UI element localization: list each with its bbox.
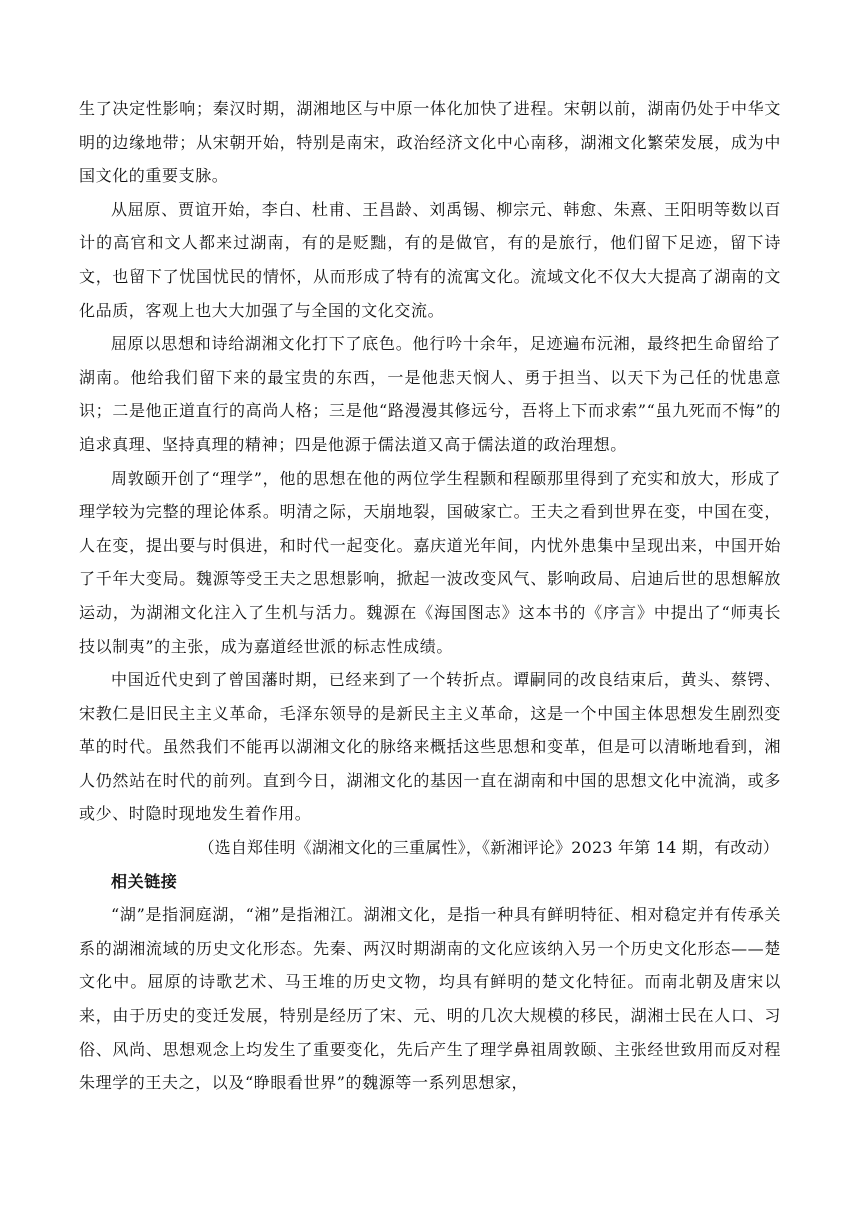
paragraph-continuation: 生了决定性影响；秦汉时期，湖湘地区与中原一体化加快了进程。宋朝以前，湖南仍处于中华文明的边缘地带；从宋朝开始，特别是南宋，政治经济文化中心南移，湖湘文化繁荣发展，成为中国文化的重要支脉。 bbox=[79, 99, 781, 186]
paragraph-neo-confucianism: 周敦颐开创了“理学”，他的思想在他的两位学生程颢和程颐那里得到了充实和放大，形成了理学较为完整的理论体系。明清之际，天崩地裂，国破家亡。王夫之看到世界在变，中国在变，人在变，提出要与时俱进，和时代一起变化。嘉庆道光年间，内忧外患集中呈现出来，中国开始了千年大变局。魏源等受王夫之思想影响，掀起一波改变风气、影响政局、启迪后世的思想解放运动，为湖湘文化注入了生机与活力。魏源在《海国图志》这本书的《序言》中提出了“师夷长技以制夷”的主张，成为嘉道经世派的标志性成绩。 bbox=[79, 468, 781, 656]
related-link-paragraph: “湖”是指洞庭湖，“湘”是指湘江。湖湘文化，是指一种具有鲜明特征、相对稳定并有传承关系的湖湘流域的历史文化形态。先秦、两汉时期湖南的文化应该纳入另一个历史文化形态——楚文化中。屈原的诗歌艺术、马王堆的历史文物，均具有鲜明的楚文化特征。而南北朝及唐宋以来，由于历史的变迁发展，特别是经历了宋、元、明的几次大规模的移民，湖湘士民在人口、习俗、风尚、思想观念上均发生了重要变化，先后产生了理学鼻祖周敦颐、主张经世致用而反对程朱理学的王夫之，以及“睁眼看世界”的魏源等一系列思想家， bbox=[79, 905, 781, 1093]
related-link-heading: 相关链接 bbox=[111, 871, 178, 891]
paragraph-exiles: 从屈原、贾谊开始，李白、杜甫、王昌龄、刘禹锡、柳宗元、韩愈、朱熹、王阳明等数以百计的高官和文人都来过湖南，有的是贬黜，有的是做官，有的是旅行，他们留下足迹，留下诗文，也留下了忧国忧民的情怀，从而形成了特有的流寓文化。流域文化不仅大大提高了湖南的文化品质，客观上也大大加强了与全国的文化交流。 bbox=[79, 199, 781, 320]
paragraph-qu-yuan: 屈原以思想和诗给湖湘文化打下了底色。他行吟十余年，足迹遍布沅湘，最终把生命留给了湖南。他给我们留下来的最宝贵的东西，一是他悲天悯人、勇于担当、以天下为己任的忧患意识；二是他正道直行的高尚人格；三是他“路漫漫其修远兮，吾将上下而求索”“虽九死而不悔”的追求真理、坚持真理的精神；四是他源于儒法道又高于儒法道的政治理想。 bbox=[79, 334, 781, 454]
source-citation: （选自郑佳明《湖湘文化的三重属性》，《新湘评论》2023 年第 14 期，有改动） bbox=[198, 838, 779, 858]
paragraph-modern-history: 中国近代史到了曾国藩时期，已经来到了一个转折点。谭嗣同的改良结束后，黄头、蔡锷、宋教仁是旧民主主义革命，毛泽东领导的是新民主主义革命，这是一个中国主体思想发生剧烈变革的时代。虽然我们不能再以湖湘文化的脉络来概括这些思想和变革，但是可以清晰地看到，湘人仍然站在时代的前列。直到今日，湖湘文化的基因一直在湖南和中国的思想文化中流淌，或多或少、时隐时现地发生着作用。 bbox=[79, 670, 781, 824]
document-page bbox=[79, 92, 781, 1100]
